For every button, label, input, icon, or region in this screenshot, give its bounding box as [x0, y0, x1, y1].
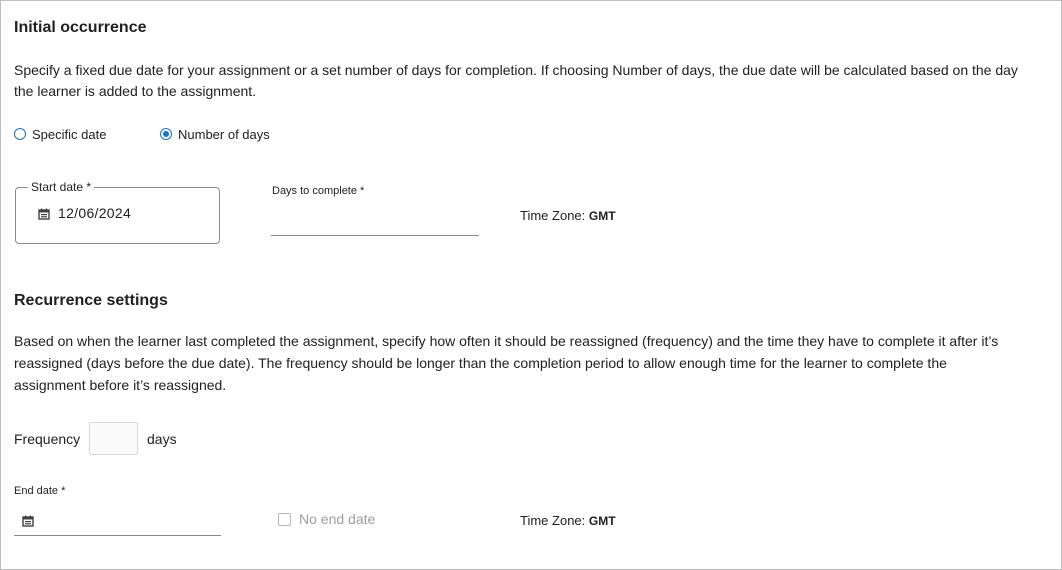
recurrence-settings-heading: Recurrence settings	[14, 292, 168, 309]
end-date-time-zone-text	[520, 513, 616, 528]
recurrence-description-line-1: Based on when the learner last completed the assignment, specify how often it should be reassigned (frequency) and the time they have to complete it after it’s	[14, 333, 999, 349]
radio-number-of-days[interactable]	[160, 127, 270, 141]
time-zone-label: Time Zone:	[520, 208, 586, 223]
initial-occurrence-heading: Initial occurrence	[14, 19, 147, 36]
start-date-value[interactable]: 12/06/2024	[58, 205, 132, 221]
time-zone-label: Time Zone:	[520, 513, 586, 528]
recurrence-description-line-3: assignment before it’s reassigned.	[14, 377, 227, 393]
frequency-unit: days	[147, 431, 177, 447]
radio-number-of-days-label[interactable]: Number of days	[178, 126, 270, 142]
initial-occurrence-description	[14, 60, 1054, 102]
radio-specific-date-circle[interactable]	[14, 128, 26, 140]
start-date-label: Start date *	[28, 180, 94, 194]
initial-occurrence-description-line-2: the learner is added to the assignment.	[14, 83, 257, 99]
start-date-field[interactable]	[15, 187, 220, 244]
frequency-label: Frequency	[14, 431, 81, 447]
days-to-complete-label: Days to complete *	[272, 185, 365, 197]
end-date-input[interactable]	[14, 505, 221, 536]
radio-selected-dot	[163, 131, 169, 137]
no-end-date-option[interactable]	[278, 511, 375, 527]
time-zone-value: GMT	[588, 209, 616, 223]
days-to-complete-input[interactable]	[271, 205, 479, 236]
no-end-date-checkbox[interactable]	[278, 513, 291, 526]
time-zone-text	[520, 208, 616, 223]
end-date-label: End date *	[14, 485, 66, 497]
calendar-icon[interactable]	[22, 515, 34, 527]
recurrence-settings-description	[14, 330, 1054, 396]
recurrence-description-line-2: reassigned (days before the due date). The frequency should be longer than the completion period to allow enough time for the learner to complete the	[14, 355, 947, 371]
frequency-input[interactable]	[89, 422, 138, 455]
radio-specific-date[interactable]	[14, 127, 106, 141]
radio-number-of-days-circle[interactable]	[160, 128, 172, 140]
radio-specific-date-label[interactable]: Specific date	[32, 126, 107, 142]
time-zone-value: GMT	[588, 514, 616, 528]
no-end-date-label[interactable]: No end date	[299, 511, 376, 527]
calendar-icon[interactable]	[38, 208, 50, 220]
initial-occurrence-description-line-1: Specify a fixed due date for your assignment or a set number of days for completion. If choosing Number of days, the due date will be calculated based on the day	[14, 62, 1018, 78]
